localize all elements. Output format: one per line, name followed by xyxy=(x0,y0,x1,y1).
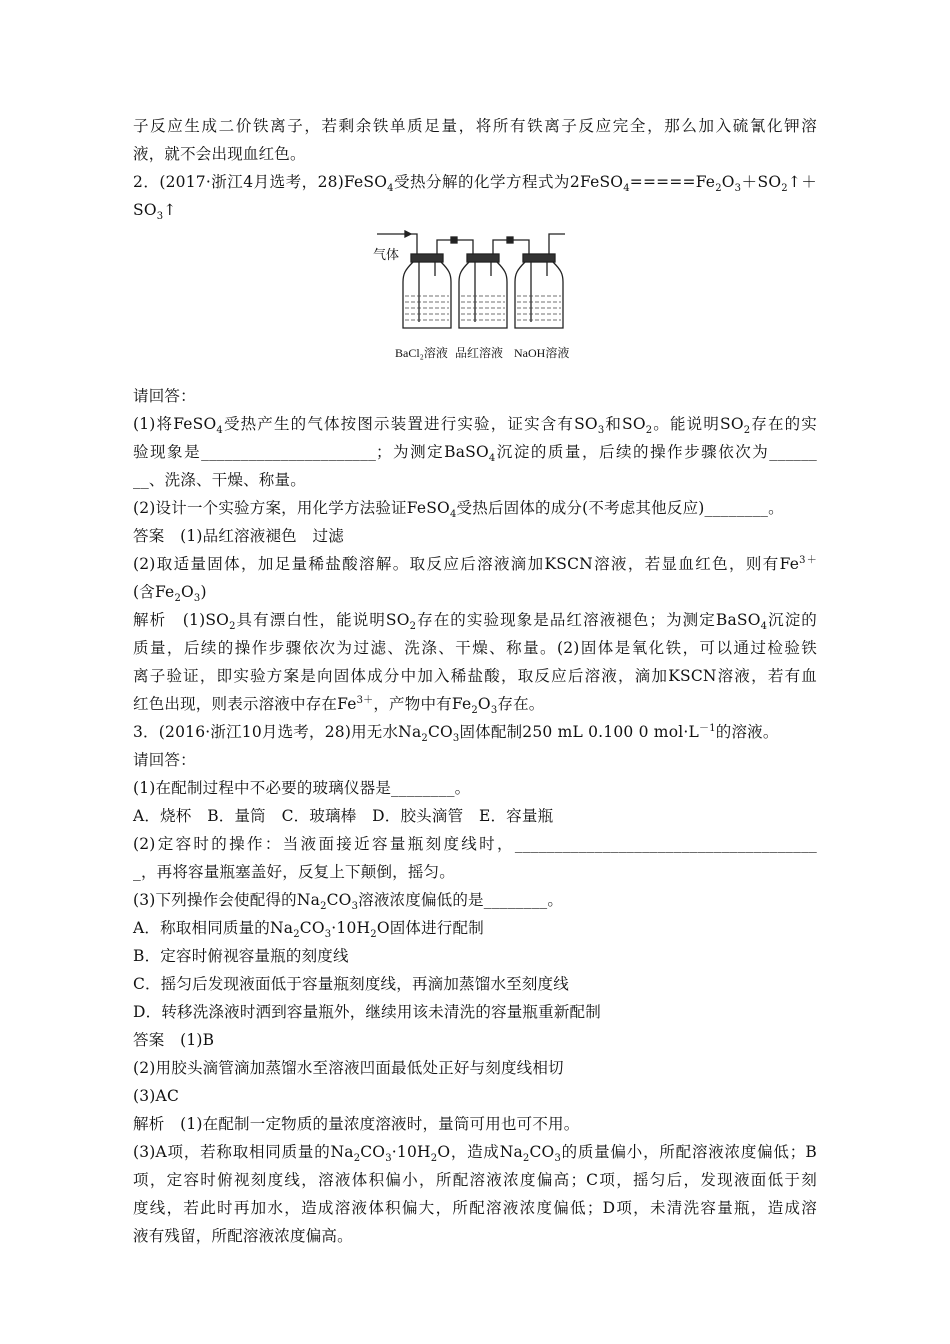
option-a: A．称取相同质量的$Na_2CO_3\cdot 10H_2O$固体进行配制 xyxy=(133,919,484,941)
option-c: C．摇匀后发现液面低于容量瓶刻度线，再滴加蒸馏水至刻度线 xyxy=(133,975,569,993)
question-2-heading-cont: $SO_3↑$ xyxy=(133,201,177,223)
explanation-line: 液有残留，所配溶液浓度偏高。 xyxy=(133,1227,353,1245)
explanation-line: (3)A项，若称取相同质量的$Na_2CO_3\cdot 10H_2O$，造成$Na_2CO_3$的质量偏小，所配溶液浓度偏低；B xyxy=(133,1143,817,1165)
options-line: A．烧杯 B．量筒 C．玻璃棒 D．胶头滴管 E．容量瓶 xyxy=(133,807,554,825)
answer-line: 答案 (1)B xyxy=(133,1031,215,1049)
text-line: (2)设计一个实验方案，用化学方法验证FeSO$_4$受热后固体的成分(不考虑其他反应)________。 xyxy=(133,499,784,521)
explanation-line: 项，定容时俯视刻度线，溶液体积偏小，所配溶液浓度偏高；C项，摇匀后，发现液面低于刻 xyxy=(133,1171,817,1189)
bottle-2-caption: 品红溶液 xyxy=(455,346,504,360)
explanation-line: 解析 (1)在配制一定物质的量浓度溶液时，量筒可用也可不用。 xyxy=(133,1115,580,1133)
explanation-line: 质量，后续的操作步骤依次为过滤、洗涤、干燥、称量。(2)固体是氧化铁，可以通过检验铁 xyxy=(133,639,817,657)
text-line: (1)将FeSO$_4$受热产生的气体按图示装置进行实验，证实含有$SO_3$和$SO_2$。能说明$SO_2$存在的实 xyxy=(133,415,817,437)
option-b: B．定容时俯视容量瓶的刻度线 xyxy=(133,947,349,965)
answer-line: (2)取适量固体，加足量稀盐酸溶解。取反应后溶液滴加KSCN溶液，若显血红色，则有$Fe^{3+}$ xyxy=(133,554,818,573)
text-line: 请回答： xyxy=(133,751,196,769)
document-page xyxy=(133,112,817,1250)
bottle-1-caption: BaCl₂溶液 xyxy=(395,346,448,360)
apparatus-figure xyxy=(133,226,817,376)
bottle-3-caption: NaOH溶液 xyxy=(514,346,570,360)
text-line: __、洗涤、干燥、称量。 xyxy=(133,471,306,489)
answer-line: (3)AC xyxy=(133,1087,180,1105)
gas-washing-bottles-diagram xyxy=(365,226,595,344)
explanation-line: 度线，若此时再加水，造成溶液体积偏大，所配溶液浓度偏低；D项，未清洗容量瓶，造成溶 xyxy=(133,1199,817,1217)
text-line: 液，就不会出现血红色。 xyxy=(133,145,306,163)
text-line: 验现象是______________________；为测定BaSO$_4$沉淀的质量，后续的操作步骤依次为______ xyxy=(133,443,817,465)
question-3-heading: 3．(2016·浙江10月选考，28)用无水$Na_2CO_3$固体配制250 mL 0.100 0 $mol\cdot L^{-1}$的溶液。 xyxy=(133,722,779,745)
explanation-line: 红色出现，则表示溶液中存在$Fe^{3+}$，产物中有$Fe_2O_3$存在。 xyxy=(133,694,545,717)
text-line: 子反应生成二价铁离子，若剩余铁单质足量，将所有铁离子反应完全，那么加入硫氰化钾溶 xyxy=(133,117,817,135)
option-d: D．转移洗涤液时洒到容量瓶外，继续用该未清洗的容量瓶重新配制 xyxy=(133,1003,601,1021)
gas-label: 气体 xyxy=(373,248,400,263)
text-line: _，再将容量瓶塞盖好，反复上下颠倒，摇匀。 xyxy=(133,863,455,881)
answer-line: (含$Fe_2O_3$) xyxy=(133,583,207,605)
text-line: (3)下列操作会使配得的$Na_2CO_3$溶液浓度偏低的是________。 xyxy=(133,891,564,913)
text-line: 请回答： xyxy=(133,387,196,405)
answer-line: (2)用胶头滴管滴加蒸馏水至溶液凹面最低处正好与刻度线相切 xyxy=(133,1059,564,1077)
explanation-line: 离子验证，即实验方案是向固体成分中加入稀盐酸，取反应后溶液，滴加KSCN溶液，若有血 xyxy=(133,667,817,685)
explanation-line: 解析 $(1)SO_2$具有漂白性，能说明$SO_2$存在的实验现象是品红溶液褪色；为测定BaSO$_4$沉淀的 xyxy=(133,611,817,633)
answer-line: 答案 (1)品红溶液褪色 过滤 xyxy=(133,527,344,545)
text-line: (1)在配制过程中不必要的玻璃仪器是________。 xyxy=(133,779,471,797)
text-line: (2)定容时的操作：当液面接近容量瓶刻度线时，______________________________________ xyxy=(133,835,817,853)
question-2-heading: 2．(2017·浙江4月选考，28)FeSO$_4$受热分解的化学方程式为$2FeSO_4=====Fe_2O_3+SO_2↑+$ xyxy=(133,173,817,195)
